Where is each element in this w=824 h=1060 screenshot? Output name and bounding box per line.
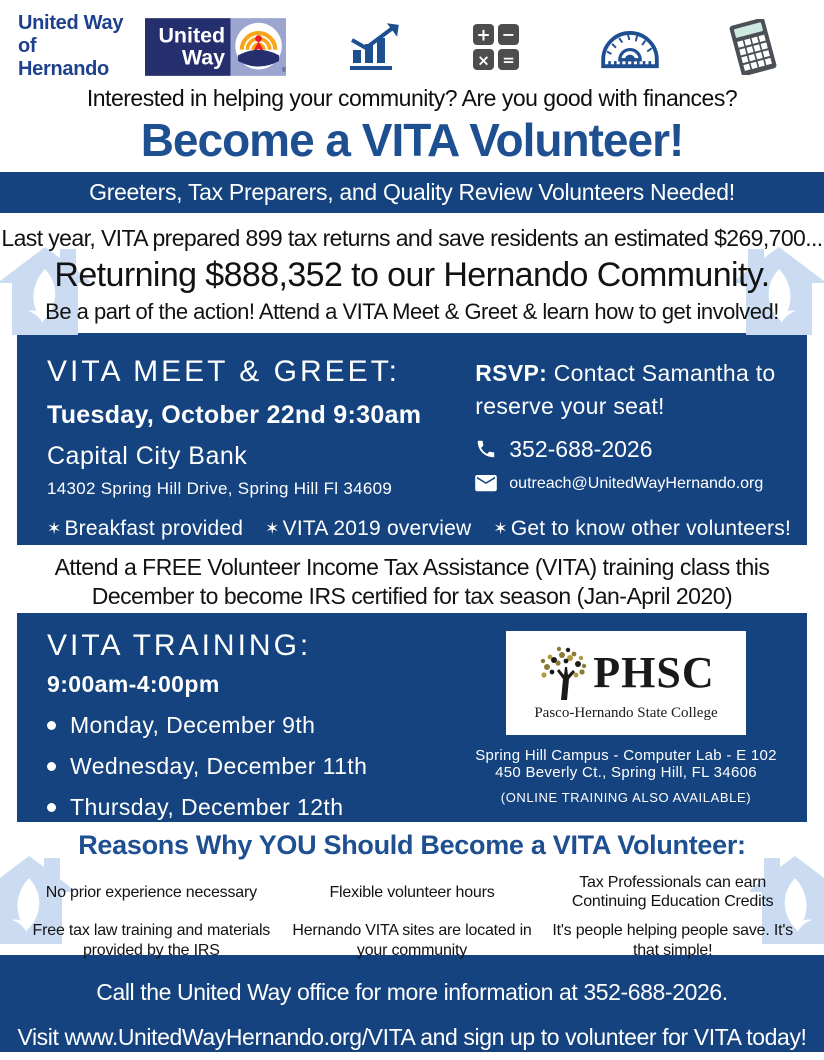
svg-text:×: × bbox=[477, 51, 490, 69]
reason-item: No prior experience necessary bbox=[45, 883, 257, 901]
training-location-line1: Spring Hill Campus - Computer Lab - E 102 bbox=[475, 747, 777, 764]
email-row bbox=[475, 475, 777, 493]
training-details bbox=[47, 629, 469, 822]
svg-text:+: + bbox=[476, 25, 491, 45]
training-dates-list bbox=[47, 712, 469, 821]
training-location-line2: 450 Beverly Ct., Spring Hill, FL 34606 bbox=[495, 764, 757, 781]
perk-label: VITA 2019 overview bbox=[282, 517, 472, 540]
perk-label: Get to know other volunteers! bbox=[510, 517, 791, 540]
logo-registered-mark: ® bbox=[281, 66, 286, 74]
star-icon: ✶ bbox=[265, 519, 280, 538]
star-icon: ✶ bbox=[493, 519, 508, 538]
training-box bbox=[17, 613, 807, 822]
page-title: Become a VITA Volunteer! bbox=[140, 114, 684, 166]
reasons-grid bbox=[0, 861, 824, 960]
reasons-heading: Reasons Why YOU Should Become a VITA Volunteer: bbox=[78, 830, 746, 860]
footer-banner bbox=[0, 955, 824, 1052]
reason-item: Free tax law training and materials provided by the IRS bbox=[32, 922, 271, 959]
logo-text-united: United bbox=[158, 22, 225, 47]
training-date-item bbox=[47, 753, 469, 780]
reason-item: Hernando VITA sites are located in your community bbox=[292, 922, 532, 959]
envelope-icon bbox=[475, 475, 497, 493]
reason-item: Tax Professionals can earn Continuing Education Credits bbox=[571, 874, 774, 911]
bar-chart-growth-icon bbox=[346, 22, 400, 72]
meet-greet-datetime: Tuesday, October 22nd 9:30am bbox=[47, 401, 422, 429]
training-date-label: Thursday, December 12th bbox=[70, 794, 344, 820]
uw-person-head bbox=[255, 35, 262, 42]
svg-text:=: = bbox=[502, 50, 515, 69]
reasons-section bbox=[0, 822, 824, 959]
impact-returning-line: Returning $888,352 to our Hernando Community. bbox=[54, 256, 770, 294]
impact-stats-line: Last year, VITA prepared 899 tax returns and save residents an estimated $269,700... bbox=[1, 225, 823, 251]
rsvp-label: RSVP: bbox=[475, 360, 548, 386]
perk-item bbox=[47, 517, 243, 541]
meet-greet-details bbox=[47, 355, 475, 499]
online-training-note: (ONLINE TRAINING ALSO AVAILABLE) bbox=[500, 790, 752, 805]
training-location-block bbox=[469, 629, 783, 822]
reason-item: Flexible volunteer hours bbox=[329, 883, 495, 901]
bullet-dot-icon bbox=[47, 803, 56, 812]
perks-row bbox=[47, 517, 791, 541]
training-title: VITA TRAINING: bbox=[47, 629, 312, 662]
training-time: 9:00am-4:00pm bbox=[47, 671, 220, 697]
impact-cta-line: Be a part of the action! Attend a VITA Meet & Greet & learn how to get involved! bbox=[45, 299, 779, 324]
meet-greet-title: VITA MEET & GREET: bbox=[47, 355, 400, 388]
perk-item bbox=[493, 517, 791, 541]
bullet-dot-icon bbox=[47, 762, 56, 771]
phsc-name: Pasco-Hernando State College bbox=[534, 704, 718, 721]
phsc-tree-icon bbox=[537, 645, 589, 701]
rsvp-email[interactable]: outreach@UnitedWayHernando.org bbox=[509, 474, 764, 492]
phsc-logo bbox=[506, 631, 746, 735]
math-operations-icon bbox=[472, 23, 520, 71]
svg-text:−: − bbox=[501, 24, 516, 44]
logo-text-way: Way bbox=[181, 45, 225, 70]
phone-icon bbox=[475, 438, 497, 460]
calculator-icon bbox=[724, 19, 782, 75]
rsvp-text: Contact Samantha to reserve your seat! bbox=[475, 360, 776, 420]
roles-needed-banner: Greeters, Tax Preparers, and Quality Review Volunteers Needed! bbox=[0, 172, 824, 213]
intro-question: Interested in helping your community? Are you good with finances? bbox=[86, 85, 738, 111]
org-name-line1: United Way bbox=[18, 12, 124, 34]
rsvp-block bbox=[475, 355, 777, 499]
footer-website-line[interactable]: Visit www.UnitedWayHernando.org/VITA and sign up to volunteer for VITA today! bbox=[17, 1023, 807, 1050]
perk-label: Breakfast provided bbox=[64, 517, 244, 540]
org-name-line2: of Hernando bbox=[18, 35, 109, 80]
training-date-item bbox=[47, 712, 469, 739]
reason-item: It's people helping people save. It's that simple! bbox=[552, 922, 793, 959]
impact-section bbox=[0, 213, 824, 333]
phone-row bbox=[475, 436, 777, 463]
training-intro-line1: Attend a FREE Volunteer Income Tax Assistance (VITA) training class this bbox=[54, 554, 770, 580]
org-name bbox=[18, 12, 125, 81]
training-date-label: Monday, December 9th bbox=[70, 712, 316, 738]
meet-greet-location: Capital City Bank bbox=[47, 442, 248, 470]
training-date-item bbox=[47, 794, 469, 821]
meet-greet-address: 14302 Spring Hill Drive, Spring Hill Fl 34609 bbox=[47, 479, 393, 498]
training-date-label: Wednesday, December 11th bbox=[70, 753, 368, 779]
bullet-dot-icon bbox=[47, 721, 56, 730]
perk-item bbox=[265, 517, 471, 541]
header bbox=[0, 0, 824, 85]
rsvp-phone: 352-688-2026 bbox=[509, 435, 653, 462]
protractor-icon bbox=[598, 24, 662, 70]
training-intro-line2: December to become IRS certified for tax season (Jan-April 2020) bbox=[91, 582, 733, 609]
footer-call-line: Call the United Way office for more information at 352-688-2026. bbox=[96, 979, 728, 1005]
united-way-logo bbox=[145, 16, 286, 78]
meet-greet-box bbox=[17, 333, 807, 545]
phsc-acronym: PHSC bbox=[593, 647, 715, 697]
star-icon: ✶ bbox=[47, 519, 62, 538]
training-intro bbox=[0, 545, 824, 613]
